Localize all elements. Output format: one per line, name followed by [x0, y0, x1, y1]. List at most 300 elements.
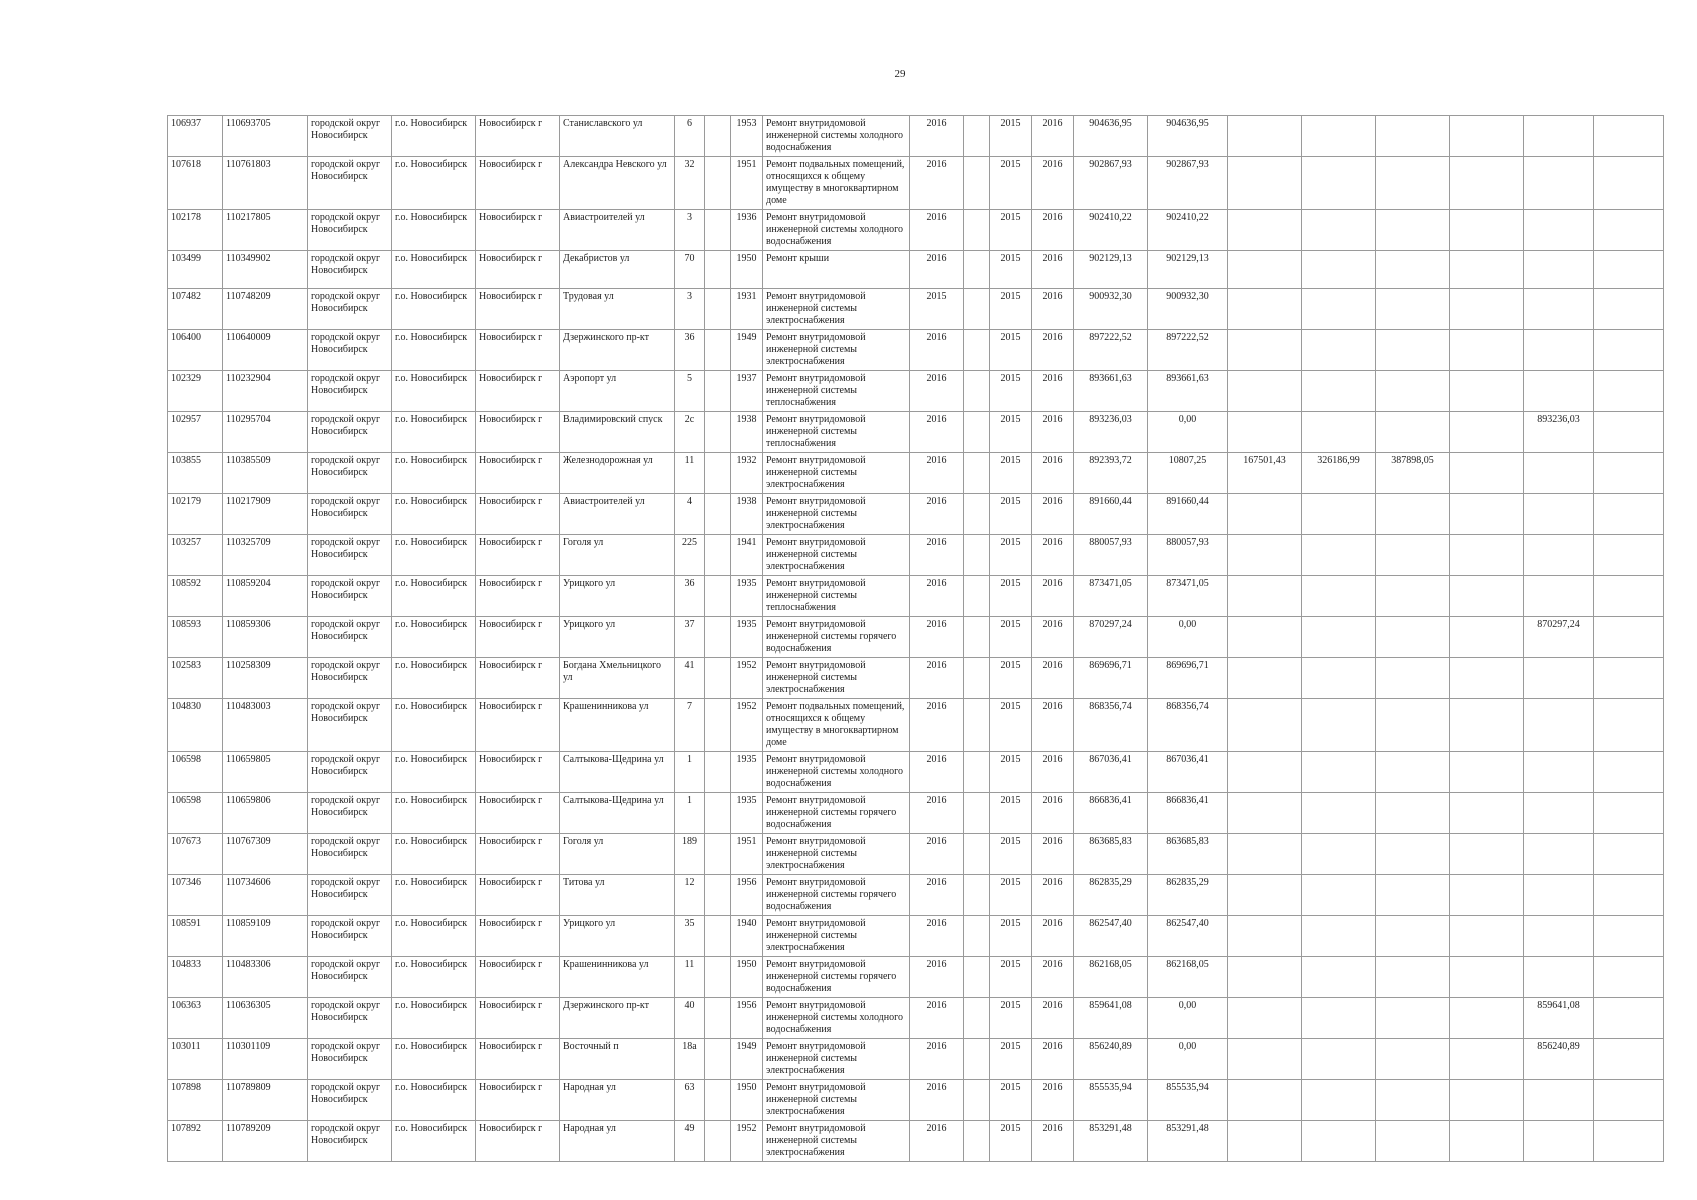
table-cell — [964, 1080, 990, 1121]
table-cell: Александра Невского ул — [560, 157, 675, 210]
table-cell — [1450, 699, 1524, 752]
table-cell — [1524, 793, 1594, 834]
table-cell — [705, 658, 731, 699]
table-cell: городской округ Новосибирск — [308, 412, 392, 453]
table-cell: Новосибирск г — [476, 210, 560, 251]
table-cell: Ремонт внутридомовой инженерной системы электроснабжения — [763, 535, 910, 576]
table-cell: 1949 — [731, 330, 763, 371]
table-cell: 2016 — [1032, 116, 1074, 157]
table-cell: 2016 — [1032, 371, 1074, 412]
table-cell: 2016 — [1032, 412, 1074, 453]
table-cell: 110295704 — [223, 412, 308, 453]
table-cell: Ремонт внутридомовой инженерной системы горячего водоснабжения — [763, 957, 910, 998]
table-cell: 869696,71 — [1148, 658, 1228, 699]
table-cell — [964, 1121, 990, 1162]
table-cell: 0,00 — [1148, 412, 1228, 453]
table-row — [168, 916, 1664, 957]
table-cell — [964, 576, 990, 617]
table-row — [168, 1121, 1664, 1162]
table-cell — [1524, 494, 1594, 535]
table-row — [168, 957, 1664, 998]
table-cell — [1594, 330, 1664, 371]
table-cell — [1594, 576, 1664, 617]
table-cell: 2016 — [910, 412, 964, 453]
table-cell — [1376, 210, 1450, 251]
table-cell: городской округ Новосибирск — [308, 1121, 392, 1162]
table-cell — [1524, 116, 1594, 157]
table-cell — [705, 998, 731, 1039]
table-cell: Гоголя ул — [560, 834, 675, 875]
table-cell: городской округ Новосибирск — [308, 834, 392, 875]
table-cell — [1524, 576, 1594, 617]
table-cell: 0,00 — [1148, 998, 1228, 1039]
table-cell: 110859306 — [223, 617, 308, 658]
table-cell: Новосибирск г — [476, 1121, 560, 1162]
table-cell: Ремонт внутридомовой инженерной системы холодного водоснабжения — [763, 752, 910, 793]
table-cell: 1950 — [731, 1080, 763, 1121]
table-cell — [1450, 371, 1524, 412]
table-cell: Богдана Хмельницкого ул — [560, 658, 675, 699]
table-cell — [964, 330, 990, 371]
table-cell: 2016 — [1032, 699, 1074, 752]
table-cell: 900932,30 — [1074, 289, 1148, 330]
table-cell — [705, 412, 731, 453]
table-cell: Декабристов ул — [560, 251, 675, 289]
table-cell: Ремонт внутридомовой инженерной системы электроснабжения — [763, 1121, 910, 1162]
table-cell: 862547,40 — [1148, 916, 1228, 957]
table-cell: Дзержинского пр-кт — [560, 998, 675, 1039]
table-cell: городской округ Новосибирск — [308, 699, 392, 752]
table-cell: г.о. Новосибирск — [392, 494, 476, 535]
table-cell: 70 — [675, 251, 705, 289]
table-cell — [1302, 793, 1376, 834]
table-cell — [1524, 875, 1594, 916]
table-cell — [1594, 957, 1664, 998]
table-cell — [964, 157, 990, 210]
table-cell — [1450, 412, 1524, 453]
table-cell: Новосибирск г — [476, 157, 560, 210]
table-cell: 102179 — [168, 494, 223, 535]
table-cell — [1450, 116, 1524, 157]
table-cell — [1228, 289, 1302, 330]
table-row — [168, 998, 1664, 1039]
table-cell — [705, 1121, 731, 1162]
table-cell: 110483003 — [223, 699, 308, 752]
table-cell: Крашенинникова ул — [560, 957, 675, 998]
table-cell: 110636305 — [223, 998, 308, 1039]
table-cell — [1376, 535, 1450, 576]
table-cell: 41 — [675, 658, 705, 699]
table-cell — [1594, 1039, 1664, 1080]
table-cell — [964, 289, 990, 330]
table-cell: 2016 — [910, 658, 964, 699]
table-cell — [964, 617, 990, 658]
table-cell: 2015 — [990, 699, 1032, 752]
table-cell — [1450, 916, 1524, 957]
table-cell — [1524, 1121, 1594, 1162]
table-cell: 2015 — [910, 289, 964, 330]
table-cell: 902129,13 — [1148, 251, 1228, 289]
table-cell: 1956 — [731, 998, 763, 1039]
table-cell: 1932 — [731, 453, 763, 494]
table-cell: 2015 — [990, 793, 1032, 834]
table-cell: 107618 — [168, 157, 223, 210]
table-cell: 863685,83 — [1148, 834, 1228, 875]
table-cell: 2016 — [1032, 1039, 1074, 1080]
table-cell: 1931 — [731, 289, 763, 330]
table-cell: 35 — [675, 916, 705, 957]
table-cell — [964, 535, 990, 576]
table-row — [168, 576, 1664, 617]
table-cell — [964, 371, 990, 412]
table-cell: 897222,52 — [1148, 330, 1228, 371]
table-cell: 867036,41 — [1074, 752, 1148, 793]
table-cell — [964, 699, 990, 752]
table-body — [168, 116, 1664, 1162]
table-cell: Ремонт внутридомовой инженерной системы электроснабжения — [763, 916, 910, 957]
table-cell: 904636,95 — [1074, 116, 1148, 157]
table-cell: 897222,52 — [1074, 330, 1148, 371]
table-cell — [1228, 1039, 1302, 1080]
table-cell — [1524, 330, 1594, 371]
table-cell: Урицкого ул — [560, 617, 675, 658]
table-cell: 1952 — [731, 658, 763, 699]
table-cell: г.о. Новосибирск — [392, 658, 476, 699]
table-cell — [1228, 793, 1302, 834]
table-cell — [1524, 658, 1594, 699]
table-cell: 870297,24 — [1524, 617, 1594, 658]
table-cell — [1594, 1080, 1664, 1121]
table-cell: 108592 — [168, 576, 223, 617]
table-cell: 2016 — [1032, 210, 1074, 251]
table-cell: 873471,05 — [1074, 576, 1148, 617]
table-cell: 110789809 — [223, 1080, 308, 1121]
table-cell: 1938 — [731, 412, 763, 453]
table-cell: Салтыкова-Щедрина ул — [560, 752, 675, 793]
table-cell — [1376, 1080, 1450, 1121]
table-cell — [1376, 371, 1450, 412]
table-cell: 2016 — [1032, 617, 1074, 658]
table-cell — [1594, 494, 1664, 535]
table-cell: городской округ Новосибирск — [308, 330, 392, 371]
table-cell: Ремонт внутридомовой инженерной системы холодного водоснабжения — [763, 116, 910, 157]
table-cell — [964, 998, 990, 1039]
table-cell: 102583 — [168, 658, 223, 699]
table-cell — [1302, 699, 1376, 752]
table-cell: 12 — [675, 875, 705, 916]
table-cell — [1450, 793, 1524, 834]
table-cell: Новосибирск г — [476, 916, 560, 957]
table-cell: 110659805 — [223, 752, 308, 793]
table-cell: 36 — [675, 576, 705, 617]
table-cell — [1376, 916, 1450, 957]
table-cell: 2016 — [910, 1121, 964, 1162]
table-cell — [1450, 535, 1524, 576]
table-cell: 2016 — [910, 494, 964, 535]
table-cell — [1594, 699, 1664, 752]
table-row — [168, 699, 1664, 752]
table-cell: 904636,95 — [1148, 116, 1228, 157]
table-cell: 855535,94 — [1148, 1080, 1228, 1121]
table-cell: 103011 — [168, 1039, 223, 1080]
table-cell: 1952 — [731, 699, 763, 752]
table-cell: Ремонт внутридомовой инженерной системы электроснабжения — [763, 658, 910, 699]
table-cell — [964, 251, 990, 289]
table-cell: городской округ Новосибирск — [308, 251, 392, 289]
table-cell: 102329 — [168, 371, 223, 412]
table-cell — [1450, 617, 1524, 658]
table-cell — [705, 752, 731, 793]
table-cell: Урицкого ул — [560, 576, 675, 617]
table-cell — [1450, 1080, 1524, 1121]
table-cell: 0,00 — [1148, 617, 1228, 658]
table-cell — [1450, 494, 1524, 535]
table-cell: Урицкого ул — [560, 916, 675, 957]
table-cell — [964, 834, 990, 875]
table-cell: 2016 — [1032, 251, 1074, 289]
table-cell: 2015 — [990, 617, 1032, 658]
table-cell: 10807,25 — [1148, 453, 1228, 494]
table-row — [168, 453, 1664, 494]
table-cell: 2015 — [990, 494, 1032, 535]
table-cell: 18а — [675, 1039, 705, 1080]
table-cell: Новосибирск г — [476, 752, 560, 793]
table-cell: 2016 — [1032, 330, 1074, 371]
table-cell: г.о. Новосибирск — [392, 617, 476, 658]
table-cell — [705, 157, 731, 210]
table-cell — [1376, 330, 1450, 371]
table-cell: 110258309 — [223, 658, 308, 699]
table-cell — [964, 957, 990, 998]
table-cell — [1450, 998, 1524, 1039]
table-cell: 2016 — [910, 1080, 964, 1121]
table-cell — [705, 1080, 731, 1121]
table-cell: 108591 — [168, 916, 223, 957]
table-cell: Новосибирск г — [476, 617, 560, 658]
table-cell: г.о. Новосибирск — [392, 576, 476, 617]
table-cell: 2015 — [990, 116, 1032, 157]
table-cell — [964, 658, 990, 699]
table-cell — [964, 916, 990, 957]
table-cell — [1302, 1039, 1376, 1080]
table-cell: 902410,22 — [1074, 210, 1148, 251]
table-cell: 110789209 — [223, 1121, 308, 1162]
table-cell: 225 — [675, 535, 705, 576]
table-cell: 2016 — [1032, 998, 1074, 1039]
table-cell — [1450, 289, 1524, 330]
table-cell: городской округ Новосибирск — [308, 752, 392, 793]
table-cell: 110659806 — [223, 793, 308, 834]
table-cell: Гоголя ул — [560, 535, 675, 576]
repair-program-table — [167, 115, 1664, 1162]
table-cell — [1450, 875, 1524, 916]
table-cell: г.о. Новосибирск — [392, 116, 476, 157]
table-cell: 0,00 — [1148, 1039, 1228, 1080]
table-cell: 167501,43 — [1228, 453, 1302, 494]
table-cell: 2016 — [910, 875, 964, 916]
table-cell: Станиславского ул — [560, 116, 675, 157]
table-cell: Ремонт внутридомовой инженерной системы горячего водоснабжения — [763, 875, 910, 916]
table-row — [168, 116, 1664, 157]
table-cell: городской округ Новосибирск — [308, 617, 392, 658]
table-cell: 2015 — [990, 1039, 1032, 1080]
table-cell: 863685,83 — [1074, 834, 1148, 875]
table-cell — [1228, 251, 1302, 289]
table-cell: 2016 — [1032, 658, 1074, 699]
table-cell: Ремонт внутридомовой инженерной системы теплоснабжения — [763, 371, 910, 412]
table-cell — [1524, 453, 1594, 494]
table-cell — [1376, 658, 1450, 699]
table-cell: Новосибирск г — [476, 494, 560, 535]
table-cell: г.о. Новосибирск — [392, 1039, 476, 1080]
table-cell — [1450, 251, 1524, 289]
table-cell — [1524, 371, 1594, 412]
table-cell — [705, 957, 731, 998]
table-cell: 1 — [675, 793, 705, 834]
table-cell — [1594, 412, 1664, 453]
table-cell: г.о. Новосибирск — [392, 289, 476, 330]
table-cell: 110767309 — [223, 834, 308, 875]
table-cell: Новосибирск г — [476, 793, 560, 834]
table-cell: Ремонт внутридомовой инженерной системы электроснабжения — [763, 289, 910, 330]
table-cell: 1950 — [731, 251, 763, 289]
table-cell: 2016 — [910, 576, 964, 617]
table-cell — [1594, 1121, 1664, 1162]
table-cell — [1594, 998, 1664, 1039]
table-cell — [1376, 752, 1450, 793]
table-cell — [1376, 1039, 1450, 1080]
table-cell — [1302, 576, 1376, 617]
table-cell: Новосибирск г — [476, 412, 560, 453]
table-cell: 2015 — [990, 875, 1032, 916]
table-cell — [1594, 834, 1664, 875]
table-cell: 2015 — [990, 957, 1032, 998]
table-cell: 855535,94 — [1074, 1080, 1148, 1121]
table-cell — [1594, 916, 1664, 957]
table-cell: Новосибирск г — [476, 957, 560, 998]
table-cell — [1524, 752, 1594, 793]
table-cell: 902867,93 — [1074, 157, 1148, 210]
table-cell — [1302, 957, 1376, 998]
table-cell — [1302, 371, 1376, 412]
table-cell: 1941 — [731, 535, 763, 576]
table-cell: 868356,74 — [1074, 699, 1148, 752]
table-cell: Новосибирск г — [476, 1039, 560, 1080]
table-cell: 36 — [675, 330, 705, 371]
table-cell: 1935 — [731, 752, 763, 793]
table-cell: 40 — [675, 998, 705, 1039]
table-cell: Титова ул — [560, 875, 675, 916]
table-cell: 104833 — [168, 957, 223, 998]
table-cell: 880057,93 — [1148, 535, 1228, 576]
table-cell: Новосибирск г — [476, 116, 560, 157]
table-cell: Трудовая ул — [560, 289, 675, 330]
table-cell — [1376, 251, 1450, 289]
table-cell: 110734606 — [223, 875, 308, 916]
table-cell: Народная ул — [560, 1121, 675, 1162]
table-cell: 2015 — [990, 371, 1032, 412]
table-cell: 1935 — [731, 576, 763, 617]
table-cell: 3 — [675, 289, 705, 330]
table-cell — [1376, 289, 1450, 330]
table-cell: 891660,44 — [1074, 494, 1148, 535]
table-cell: 110217909 — [223, 494, 308, 535]
table-cell — [705, 453, 731, 494]
table-row — [168, 330, 1664, 371]
table-cell: 110761803 — [223, 157, 308, 210]
table-cell: 2015 — [990, 289, 1032, 330]
table-cell: 2016 — [910, 1039, 964, 1080]
table-cell: 110640009 — [223, 330, 308, 371]
table-row — [168, 535, 1664, 576]
table-cell: 102178 — [168, 210, 223, 251]
table-cell — [1376, 494, 1450, 535]
table-cell: 2016 — [910, 834, 964, 875]
table-cell: 862168,05 — [1148, 957, 1228, 998]
table-cell: 2016 — [1032, 576, 1074, 617]
table-cell: 110693705 — [223, 116, 308, 157]
table-cell — [1594, 617, 1664, 658]
table-cell: 110232904 — [223, 371, 308, 412]
table-cell — [1228, 1080, 1302, 1121]
table-cell: 11 — [675, 453, 705, 494]
table-cell — [1228, 535, 1302, 576]
table-cell — [1228, 412, 1302, 453]
table-cell — [1302, 116, 1376, 157]
table-cell: Ремонт внутридомовой инженерной системы холодного водоснабжения — [763, 998, 910, 1039]
table-cell — [1228, 998, 1302, 1039]
table-cell: городской округ Новосибирск — [308, 875, 392, 916]
table-cell — [1524, 916, 1594, 957]
table-cell — [1594, 453, 1664, 494]
table-cell: 2016 — [910, 453, 964, 494]
table-cell: 862835,29 — [1074, 875, 1148, 916]
table-cell: 189 — [675, 834, 705, 875]
table-cell — [1228, 157, 1302, 210]
table-cell: 4 — [675, 494, 705, 535]
table-cell — [1302, 157, 1376, 210]
table-cell: городской округ Новосибирск — [308, 371, 392, 412]
table-cell: 1937 — [731, 371, 763, 412]
table-cell: 853291,48 — [1148, 1121, 1228, 1162]
table-cell: 110859204 — [223, 576, 308, 617]
table-cell — [1450, 453, 1524, 494]
table-cell: Салтыкова-Щедрина ул — [560, 793, 675, 834]
table-row — [168, 1039, 1664, 1080]
table-cell: 107673 — [168, 834, 223, 875]
table-cell: 2016 — [1032, 1121, 1074, 1162]
table-cell: г.о. Новосибирск — [392, 330, 476, 371]
table-cell — [1594, 371, 1664, 412]
table-cell: 2015 — [990, 535, 1032, 576]
table-cell: 32 — [675, 157, 705, 210]
table-cell: 107892 — [168, 1121, 223, 1162]
table-cell — [1228, 1121, 1302, 1162]
table-cell — [1376, 998, 1450, 1039]
table-cell: 893236,03 — [1074, 412, 1148, 453]
table-cell — [1450, 157, 1524, 210]
table-cell: городской округ Новосибирск — [308, 494, 392, 535]
table-cell: г.о. Новосибирск — [392, 1080, 476, 1121]
table-cell: городской округ Новосибирск — [308, 916, 392, 957]
table-cell — [705, 371, 731, 412]
table-cell: 880057,93 — [1074, 535, 1148, 576]
table-cell — [1450, 330, 1524, 371]
table-cell — [1594, 752, 1664, 793]
table-cell — [964, 412, 990, 453]
table-cell — [1302, 875, 1376, 916]
table-cell — [1376, 875, 1450, 916]
